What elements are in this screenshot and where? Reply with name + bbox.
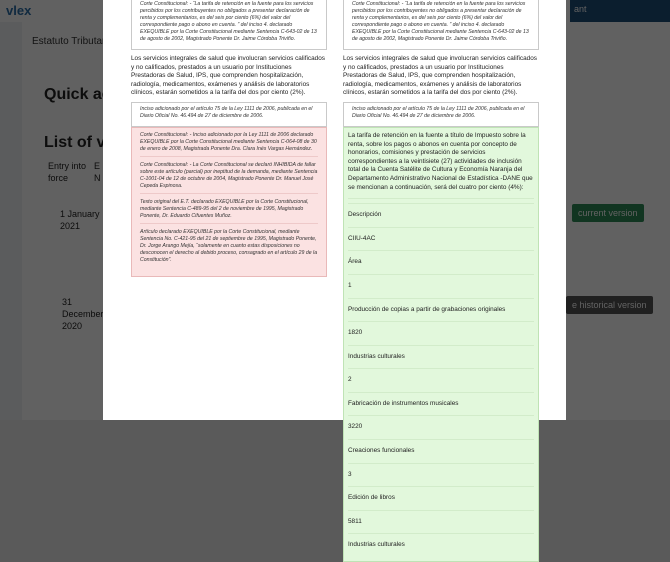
table-cell: Industrias culturales xyxy=(348,533,534,557)
table-cell: 3220 xyxy=(348,415,534,439)
health-services-paragraph: Los servicios integrales de salud que involucran servicios calificados y no calificados, prestados a un usuario por Instituciones Prestadoras de Salud, IPS, que comprenden hospitalización, radiología, medicamentos, exámenes y análisis de laboratorios clínicos, estarán sometidos a la tarifa del dos por ciento (2%). xyxy=(343,55,537,97)
table-cell: 5811 xyxy=(348,510,534,534)
inserted-block xyxy=(343,127,539,562)
current-version-column xyxy=(343,0,539,562)
table-cell: Industrias culturales xyxy=(348,345,534,369)
table-cell: Fabricación de instrumentos musicales xyxy=(348,392,534,416)
inserted-intro: La tarifa de retención en la fuente a título de Impuesto sobre la renta, sobre los pagos o abonos en cuenta por concepto de honorarios, comisiones y prestación de servicios correspondientes a la veintisiete (27) actividades de inclusión total de la Cuenta Satélite de Cultura y Economía Naranja del Departamento Administrativo Nacional de Estadística -DANE que se mencionan a continuación, será del cuatro por ciento (4%): xyxy=(348,131,533,191)
note-box xyxy=(131,0,327,50)
inciso-note: Inciso adicionado por el artículo 75 de la Ley 1111 de 2006, publicada en el Diario Oficial No. 46.494 de 27 de diciembre de 2006. xyxy=(140,105,313,119)
health-services-paragraph: Los servicios integrales de salud que involucran servicios calificados y no calificados, prestados a un usuario por Instituciones Prestadoras de Salud, IPS, que comprenden hospitalización, radiología, medicamentos, exámenes y análisis de laboratorios clínicos, estarán sometidos a la tarifa del dos por ciento (2%). xyxy=(131,55,325,97)
table-cell: 3 xyxy=(348,463,534,487)
deleted-note: Artículo declarado EXEQUIBLE por la Corte Constitucional, mediante Sentencia No. C-421-95 del 21 de septiembre de 1995, Magistrado Ponente, Dr. Jorge Arango Mejía, “solamente en cuanto estas disposiciones no desconocen el derecho al debido proceso, consagrado en el artículo 29 de la Constitución”. xyxy=(140,228,318,263)
table-cell: 1820 xyxy=(348,321,534,345)
note-box xyxy=(343,0,539,50)
inciso-note-box xyxy=(131,102,327,127)
previous-version-column xyxy=(131,0,327,277)
deleted-note: Corte Constitucional: - Inciso adicionado por la Ley 1111 de 2006 declarado EXEQUIBLE por la Corte Constitucional mediante Sentencia C-064-08 de 30 de enero de 2008, Magistrada Ponente Dra. Clara Inés Vargas Hernández. xyxy=(140,132,318,157)
table-cell: CIIU-4AC xyxy=(348,227,534,251)
deleted-note: Texto original del E.T. declarado EXEQUIBLE por la Corte Constitucional, mediante Sentencia C-489-95 del 2 de noviembre de 1995, Magistrado Ponente, Dr. Eduardo Cifuentes Muñoz. xyxy=(140,199,318,224)
deleted-note: Corte Constitucional: - La Corte Constitucional se declaró INHIBIDA de fallar sobre este artículo (parcial) por ineptitud de la demanda, mediante Sentencia C-1001-04 de 12 de octubre de 2004, Magistrado Ponente Dr. Manuel José Cepeda Espinosa. xyxy=(140,162,318,194)
constitutional-note: Corte Constitucional: - “La tarifa de retención en la fuente para los servicios percibidos por los contribuyentes no obligados a presentar declaración de renta y complementarios, es del seis por ciento (6%) del valor del correspondiente pago o abono en cuenta. ” del inciso 4. declarado EXEQUIBLE por la Corte Constitucional mediante Sentencia C-643-02 de 13 de agosto de 2002, Magistrado Ponente Dr. Jaime Córdoba Triviño. xyxy=(352,1,529,42)
table-cell: 1 xyxy=(348,274,534,298)
table-cell: Descripción xyxy=(348,203,534,227)
inciso-note-box xyxy=(343,102,539,127)
table-cell: Creaciones funcionales xyxy=(348,439,534,463)
version-comparison-modal xyxy=(103,0,566,549)
table-cell: Edición de libros xyxy=(348,486,534,510)
table-cell: Área xyxy=(348,250,534,274)
inciso-note: Inciso adicionado por el artículo 75 de la Ley 1111 de 2006, publicada en el Diario Oficial No. 46.494 de 27 de diciembre de 2006. xyxy=(352,105,525,119)
table-cell: 2 xyxy=(348,368,534,392)
constitutional-note: Corte Constitucional: - “La tarifa de retención en la fuente para los servicios percibidos por los contribuyentes no obligados a presentar declaración de renta y complementarios, es del seis por ciento (6%) del valor del correspondiente pago o abono en cuenta. ” del inciso 4. declarado EXEQUIBLE por la Corte Constitucional mediante Sentencia C-643-02 de 13 de agosto de 2002, Magistrado Ponente Dr. Jaime Córdoba Triviño. xyxy=(140,1,317,42)
deleted-block xyxy=(131,127,327,277)
table-cell: Producción de copias a partir de grabaciones originales xyxy=(348,298,534,322)
